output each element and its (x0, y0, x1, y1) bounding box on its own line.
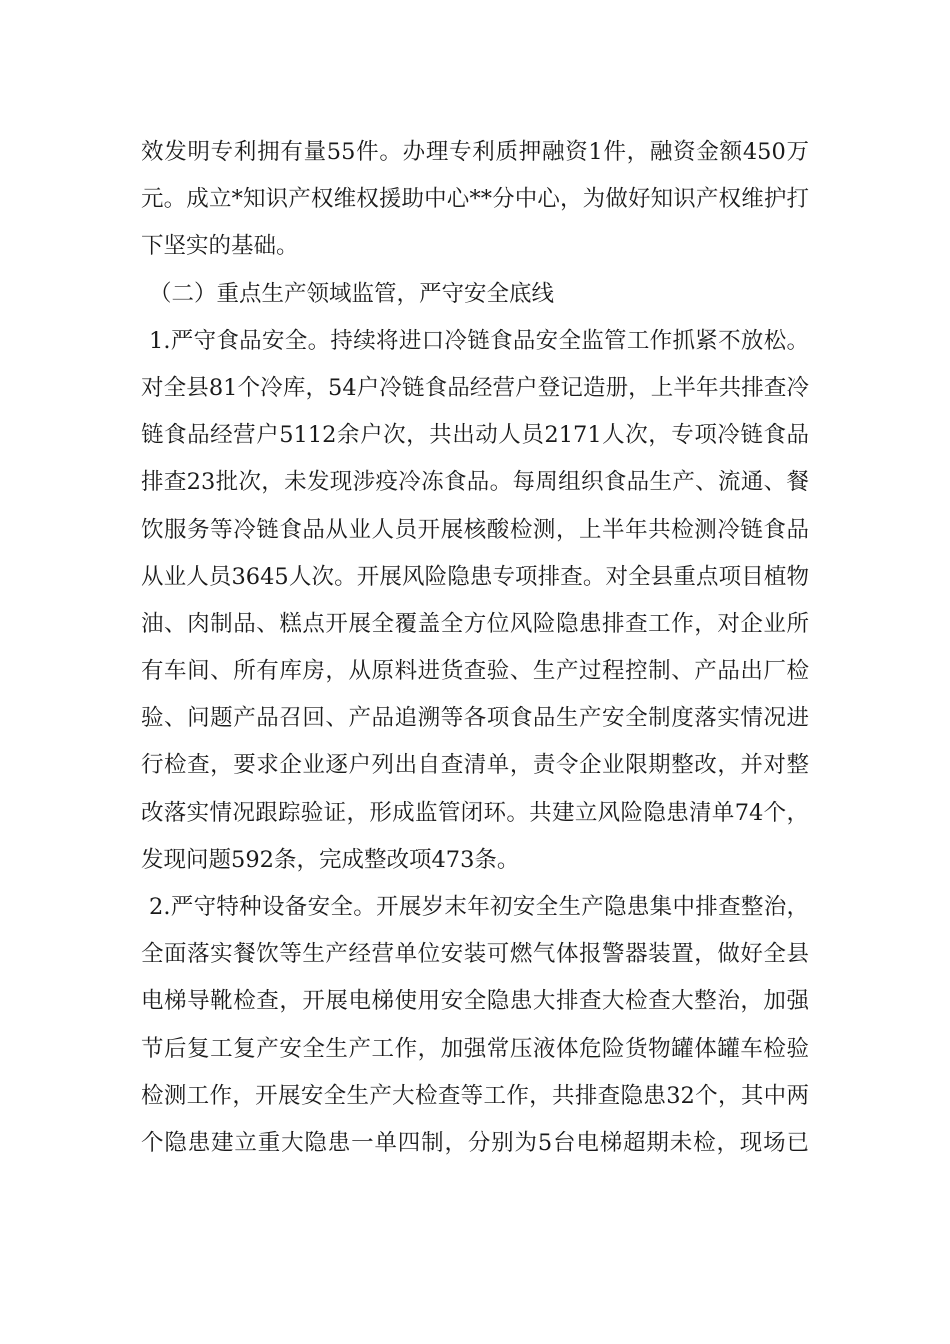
paragraph-line: 行检查，要求企业逐户列出自查清单，责令企业限期整改，并对整 (141, 752, 809, 779)
paragraph-line: 电梯导靴检查，开展电梯使用安全隐患大排查大检查大整治，加强 (141, 988, 809, 1015)
paragraph-line: 油、肉制品、糕点开展全覆盖全方位风险隐患排查工作，对企业所 (141, 610, 809, 637)
paragraph-line: 发现问题592条，完成整改项473条。 (141, 846, 520, 873)
paragraph-line: 验、问题产品召回、产品追溯等各项食品生产安全制度落实情况进 (141, 705, 809, 732)
paragraph-line: 改落实情况跟踪验证，形成监管闭环。共建立风险隐患清单74个， (141, 799, 809, 826)
paragraph-line: 个隐患建立重大隐患一单四制，分别为5台电梯超期未检，现场已 (141, 1129, 809, 1156)
paragraph-line: 有车间、所有库房，从原料进货查验、生产过程控制、产品出厂检 (141, 658, 809, 685)
body-text (141, 129, 809, 1167)
paragraph-line: 1.严守食品安全。持续将进口冷链食品安全监管工作抓紧不放松。 (149, 327, 809, 354)
paragraph-line: 元。成立*知识产权维权援助中心**分中心，为做好知识产权维护打 (141, 186, 809, 213)
paragraph-line: 从业人员3645人次。开展风险隐患专项排查。对全县重点项目植物 (141, 563, 809, 590)
paragraph-line: 效发明专利拥有量55件。办理专利质押融资1件，融资金额450万 (141, 139, 809, 165)
section-heading: （二）重点生产领域监管，严守安全底线 (149, 280, 555, 307)
paragraph-line: 对全县81个冷库，54户冷链食品经营户登记造册，上半年共排查冷 (141, 374, 809, 401)
paragraph-line: 节后复工复产安全生产工作，加强常压液体危险货物罐体罐车检验 (141, 1035, 809, 1062)
paragraph-line: 检测工作，开展安全生产大检查等工作，共排查隐患32个，其中两 (141, 1082, 809, 1109)
paragraph-line: 排查23批次，未发现涉疫冷冻食品。每周组织食品生产、流通、餐 (141, 469, 809, 496)
paragraph-line: 饮服务等冷链食品从业人员开展核酸检测，上半年共检测冷链食品 (141, 516, 809, 543)
paragraph-line: 链食品经营户5112余户次，共出动人员2171人次，专项冷链食品 (141, 422, 809, 449)
paragraph-line: 2.严守特种设备安全。开展岁末年初安全生产隐患集中排查整治， (149, 894, 809, 920)
paragraph-line: 全面落实餐饮等生产经营单位安装可燃气体报警器装置，做好全县 (141, 941, 809, 968)
paragraph-line: 下坚实的基础。 (141, 233, 299, 260)
